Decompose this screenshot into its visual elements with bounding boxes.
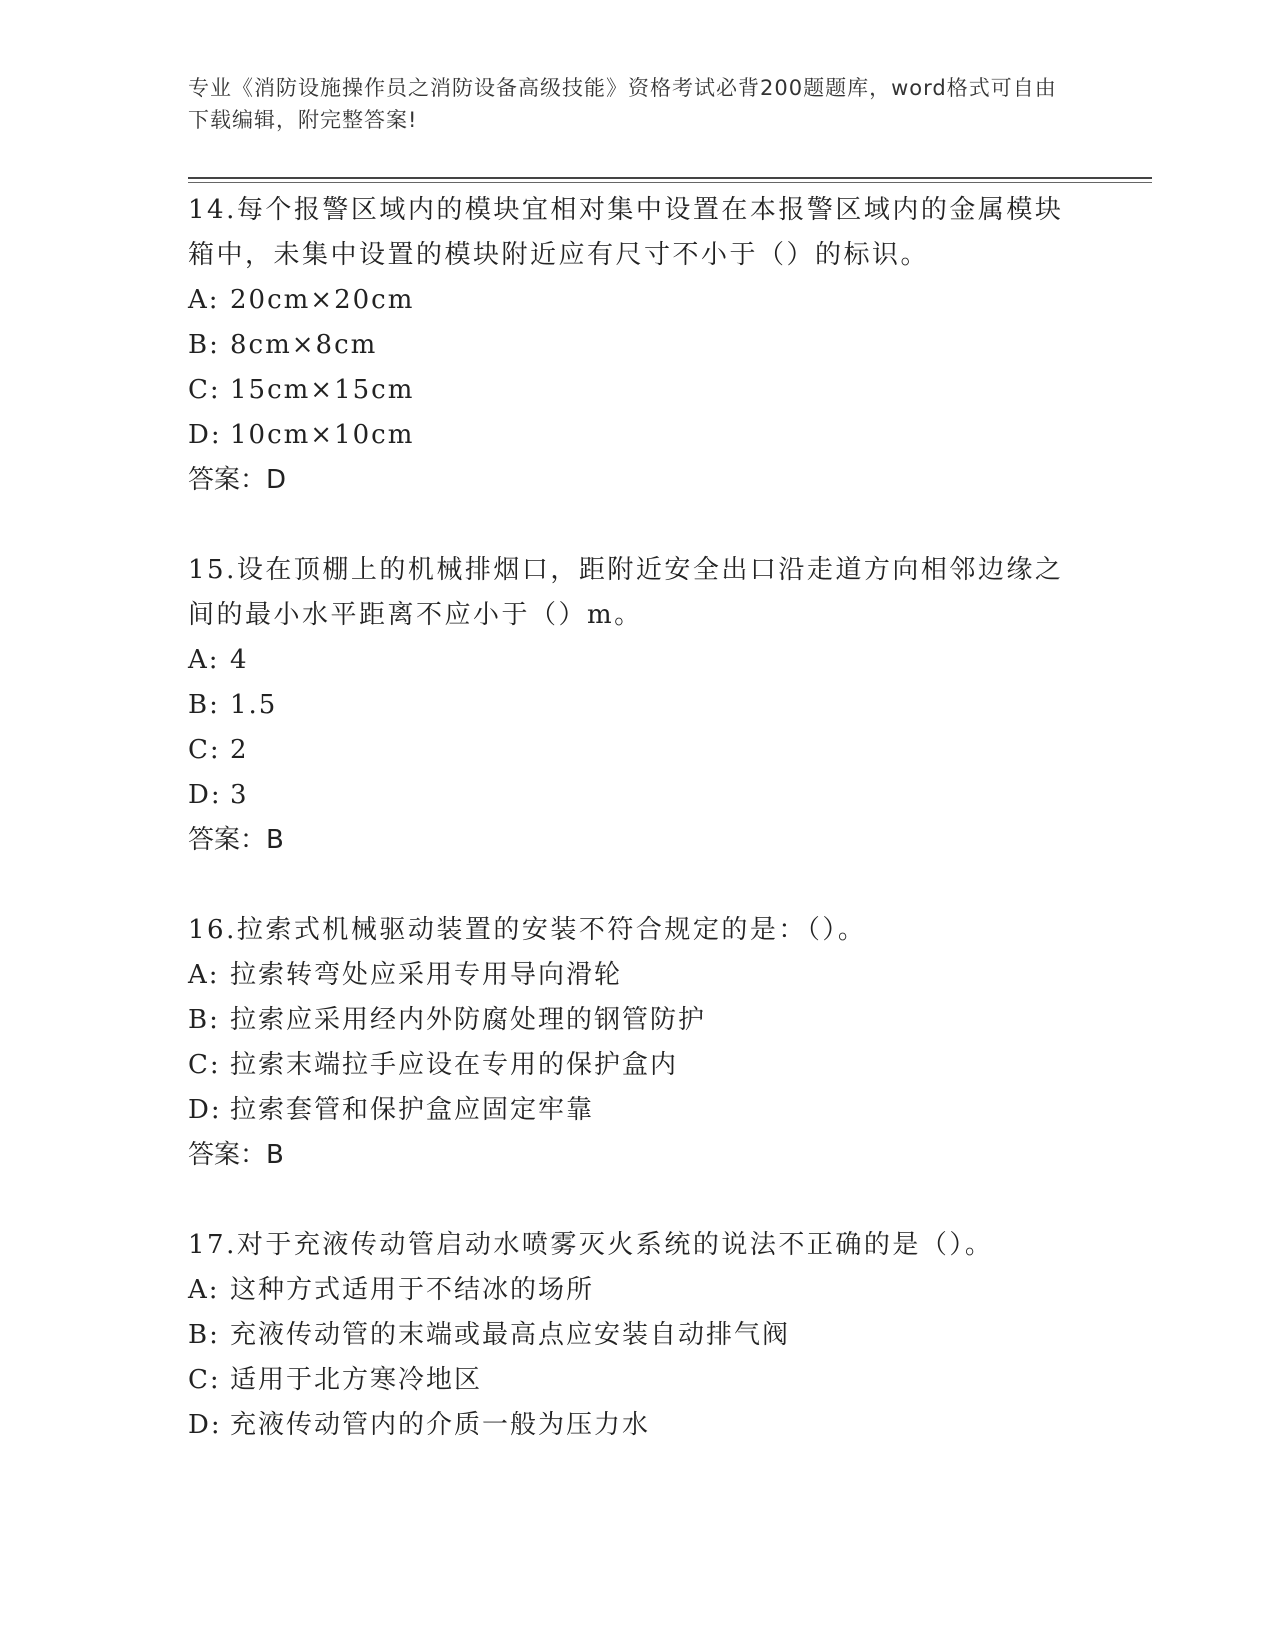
- option-key: C:: [188, 1050, 221, 1080]
- option-text: 拉索末端拉手应设在专用的保护盒内: [230, 1050, 679, 1080]
- document-header: 专业《消防设施操作员之消防设备高级技能》资格考试必背200题题库，word格式可自由下载编辑，附完整答案!: [188, 76, 1057, 132]
- option-key: A:: [188, 960, 220, 990]
- option-key: A:: [188, 285, 220, 315]
- option-a: [188, 1268, 1088, 1313]
- option-key: D:: [188, 780, 222, 810]
- option-b: [188, 1313, 1088, 1358]
- option-b: [188, 683, 1088, 728]
- answer-line: 答案：B: [188, 825, 284, 855]
- option-c: [188, 1358, 1088, 1403]
- option-text: 这种方式适用于不结冰的场所: [230, 1275, 595, 1305]
- option-d: [188, 773, 1088, 818]
- option-a: [188, 278, 1088, 323]
- option-key: B:: [188, 1005, 220, 1035]
- option-text: 拉索套管和保护盒应固定牢靠: [230, 1095, 595, 1125]
- option-d: [188, 1088, 1088, 1133]
- option-key: D:: [188, 1410, 222, 1440]
- option-text: 拉索应采用经内外防腐处理的钢管防护: [230, 1005, 707, 1035]
- option-text: 2: [230, 735, 249, 765]
- header-divider-thick: [188, 177, 1152, 179]
- option-text: 拉索转弯处应采用专用导向滑轮: [230, 960, 623, 990]
- option-a: [188, 953, 1088, 998]
- option-b: [188, 323, 1088, 368]
- answer-line: 答案：D: [188, 465, 287, 495]
- option-d: [188, 413, 1088, 458]
- option-text: 适用于北方寒冷地区: [230, 1365, 483, 1395]
- option-key: A:: [188, 645, 220, 675]
- option-text: 8cm×8cm: [230, 330, 378, 360]
- question-17: [188, 1223, 1088, 1448]
- option-text: 4: [230, 645, 249, 675]
- option-key: D:: [188, 420, 222, 450]
- option-key: C:: [188, 1365, 221, 1395]
- question-list: [188, 188, 1088, 1493]
- option-text: 充液传动管的末端或最高点应安装自动排气阀: [230, 1320, 791, 1350]
- question-stem: 17.对于充液传动管启动水喷雾灭火系统的说法不正确的是（）。: [188, 1230, 994, 1260]
- option-key: C:: [188, 735, 221, 765]
- question-15: [188, 548, 1088, 863]
- option-text: 15cm×15cm: [230, 375, 415, 405]
- header-divider-thin: [188, 182, 1152, 183]
- option-c: [188, 728, 1088, 773]
- question-16: [188, 908, 1088, 1178]
- question-14: [188, 188, 1088, 503]
- answer-line: 答案：B: [188, 1140, 284, 1170]
- option-key: C:: [188, 375, 221, 405]
- option-c: [188, 368, 1088, 413]
- option-key: B:: [188, 1320, 220, 1350]
- option-text: 充液传动管内的介质一般为压力水: [230, 1410, 651, 1440]
- option-key: B:: [188, 690, 220, 720]
- question-stem: 16.拉索式机械驱动装置的安装不符合规定的是：（）。: [188, 915, 867, 945]
- option-d: [188, 1403, 1088, 1448]
- option-text: 10cm×10cm: [230, 420, 415, 450]
- option-a: [188, 638, 1088, 683]
- question-stem: 14.每个报警区域内的模块宜相对集中设置在本报警区域内的金属模块箱中，未集中设置的模块附近应有尺寸不小于（）的标识。: [188, 195, 1064, 270]
- option-b: [188, 998, 1088, 1043]
- option-key: D:: [188, 1095, 222, 1125]
- option-c: [188, 1043, 1088, 1088]
- option-key: B:: [188, 330, 220, 360]
- option-text: 1.5: [230, 690, 278, 720]
- option-key: A:: [188, 1275, 220, 1305]
- option-text: 20cm×20cm: [230, 285, 415, 315]
- question-stem: 15.设在顶棚上的机械排烟口，距附近安全出口沿走道方向相邻边缘之间的最小水平距离不应小于（）m。: [188, 555, 1064, 630]
- option-text: 3: [230, 780, 249, 810]
